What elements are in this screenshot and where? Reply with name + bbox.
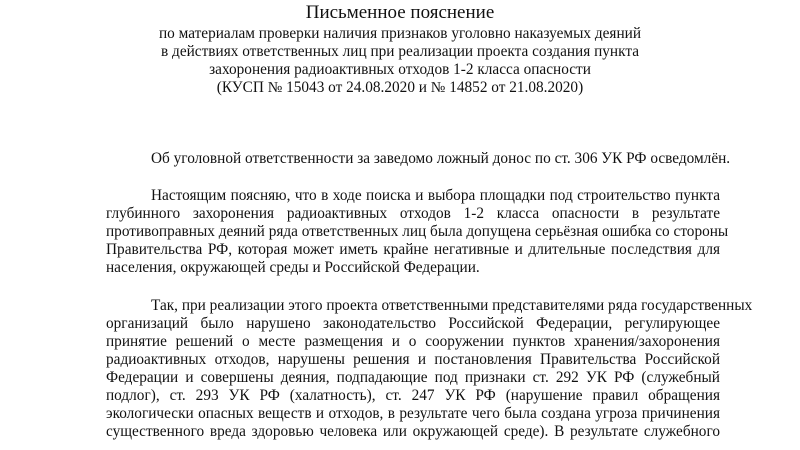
paragraph-line: Настоящим поясняю, что в ходе поиска и выбора площадки под строительство пункта xyxy=(151,187,720,204)
paragraph-line: Так, при реализации этого проекта ответственными представителями ряда государственных xyxy=(151,297,753,314)
paragraph-line: подлог), ст. 293 УК РФ (халатность), ст. 247 УК РФ (нарушение правил обращения xyxy=(106,387,720,404)
subtitle-line: захоронения радиоактивных отходов 1-2 класса опасности xyxy=(209,61,591,78)
paragraph-violations xyxy=(106,297,753,441)
subtitle-line: в действиях ответственных лиц при реализации проекта создания пункта xyxy=(161,43,639,60)
paragraph-line: радиоактивных отходов, нарушены решения и постановления Правительства Российской xyxy=(106,351,720,368)
subtitle-line: по материалам проверки наличия признаков уголовно наказуемых деяний xyxy=(158,25,641,42)
paragraph-line: организаций было нарушено законодательство Российской Федерации, регулирующее xyxy=(106,315,720,332)
liability-notice xyxy=(151,150,751,168)
paragraph-explanation xyxy=(106,187,729,277)
notice-line: Об уголовной ответственности за заведомо ложный донос по ст. 306 УК РФ осведомлён. xyxy=(151,150,731,167)
paragraph-line: противоправных деяний ряда ответственных лиц была допущена серьёзная ошибка со стороны xyxy=(106,223,729,240)
paragraph-line: Федерации и совершены деяния, подпадающие под признаки ст. 292 УК РФ (служебный xyxy=(106,369,720,386)
paragraph-line: населения, окружающей среды и Российской Федерации. xyxy=(106,259,480,276)
document-header xyxy=(0,2,800,97)
document-title: Письменное пояснение xyxy=(305,2,495,23)
paragraph-line: существенного вреда здоровью человека или окружающей среде). В результате служебного xyxy=(106,423,720,440)
paragraph-line: принятие решений о месте размещения и о сооружении пунктов хранения/захоронения xyxy=(106,333,720,350)
paragraph-line: экологически опасных веществ и отходов, в результате чего была создана угроза причинения xyxy=(106,405,720,422)
paragraph-line: Правительства РФ, которая может иметь крайне негативные и длительные последствия для xyxy=(106,241,720,258)
paragraph-line: глубинного захоронения радиоактивных отходов 1-2 класса опасности в результате xyxy=(106,205,720,222)
subtitle-line: (КУСП № 15043 от 24.08.2020 и № 14852 от 21.08.2020) xyxy=(216,79,584,96)
document-subtitle xyxy=(0,25,800,97)
